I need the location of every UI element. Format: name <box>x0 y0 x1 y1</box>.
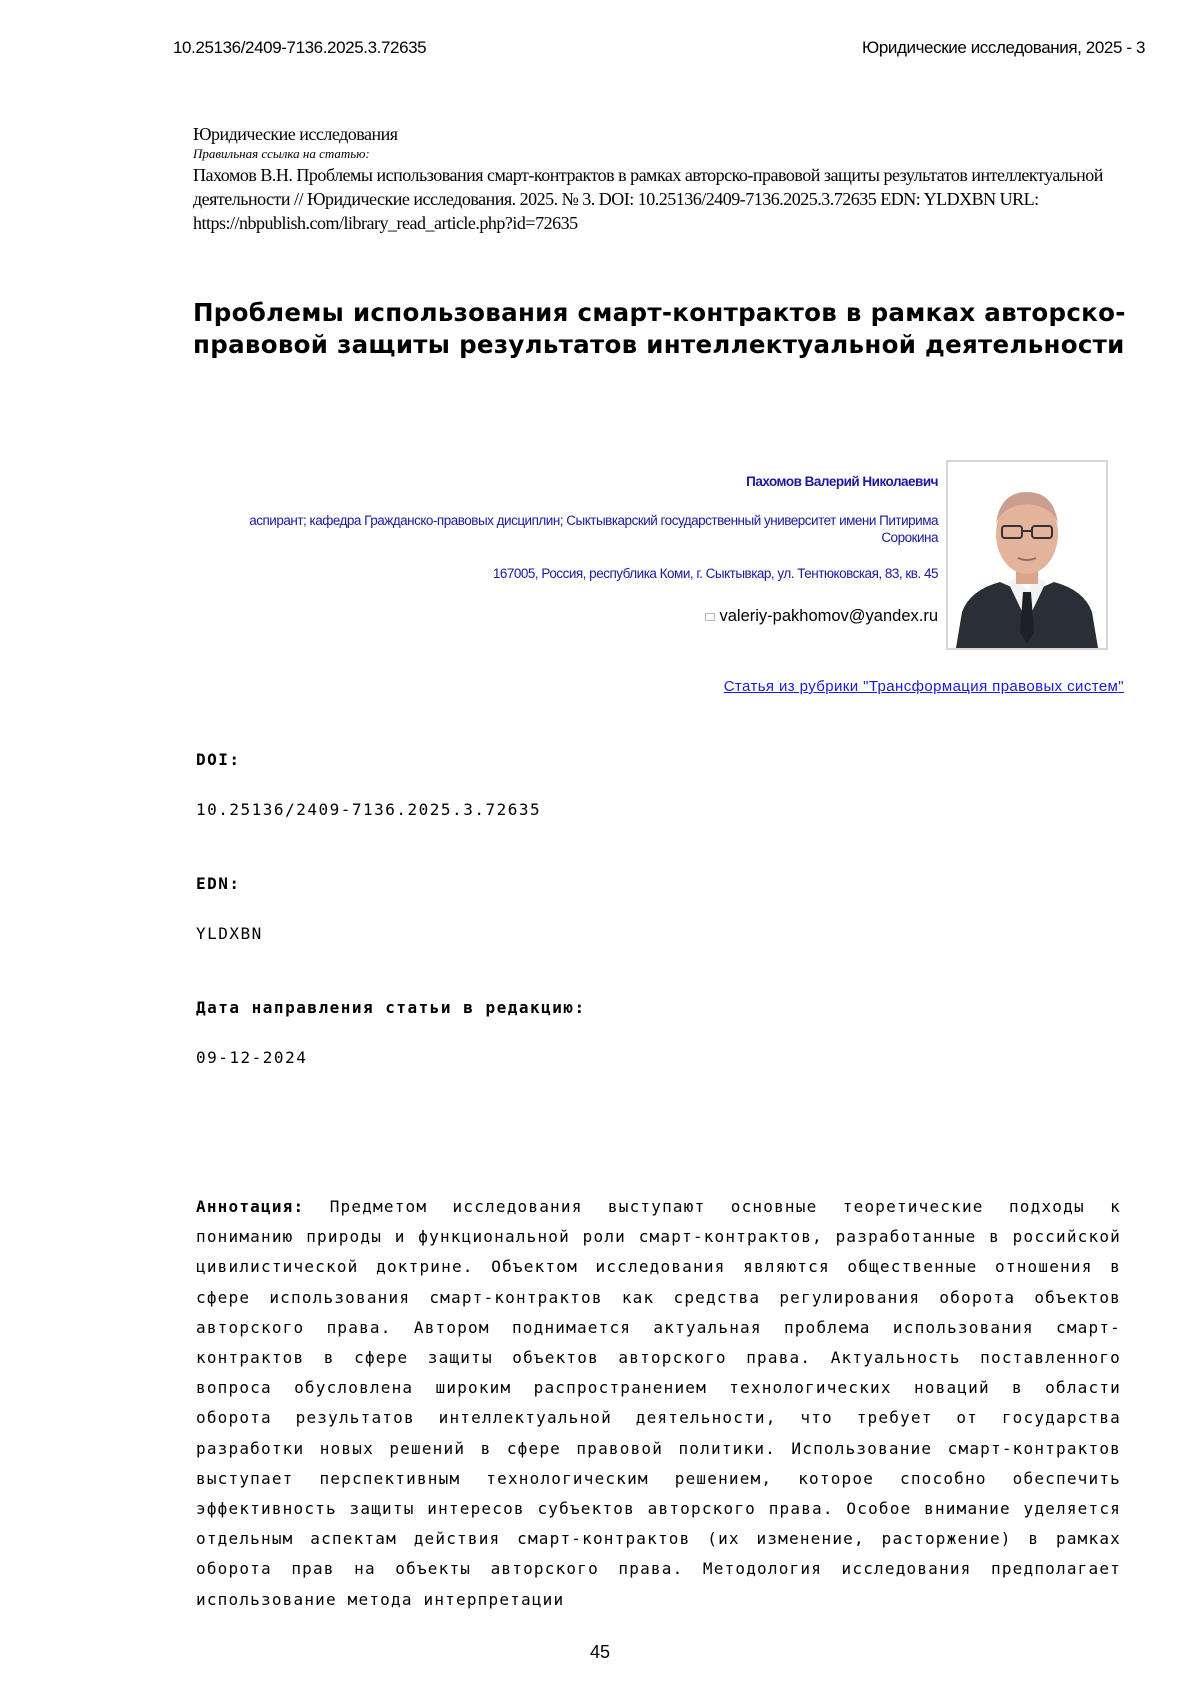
running-header-doi: 10.25136/2409-7136.2025.3.72635 <box>173 38 427 57</box>
rubric-link[interactable]: Статья из рубрики "Трансформация правовых систем" <box>723 678 1124 695</box>
doi-value: 10.25136/2409-7136.2025.3.72635 <box>196 800 542 819</box>
author-photo <box>946 460 1108 650</box>
author-email-row <box>705 607 938 626</box>
abstract-text: Предметом исследования выступают основные теоретические подходы к пониманию природы и функциональной роли смарт-контрактов, разработанные в российской цивилистической доктрине. Объектом исследования являются общественные отношения в сфере использования смарт-контрактов как средства регулирования оборота объектов авторского права. Автором поднимается актуальная проблема использования смарт-контрактов в сфере защиты объектов авторского права. Актуальность поставленного вопроса обусловлена широким распространением технологических новаций в области оборота результатов интеллектуальной деятельности, что требует от государства разработки новых решений в сфере правовой политики. Использование смарт-контрактов выступает перспективным технологическим решением, которое способно обеспечить эффективность защиты интересов субъектов авторского права. Особое внимание уделяется отдельным аспектам действия смарт-контрактов (их изменение, расторжение) в рамках оборота прав на объекты авторского права. Методология исследования предполагает использование метода интерпретации <box>196 1197 1121 1609</box>
citation-label: Правильная ссылка на статью: <box>193 146 370 161</box>
citation-journal: Юридические исследования <box>193 124 398 144</box>
running-header-journal: Юридические исследования, 2025 - 3 <box>862 38 1145 57</box>
author-affiliation: аспирант; кафедра Гражданско-правовых дисциплин; Сыктывкарский государственный университет имени Питирима Сорокина <box>249 513 938 545</box>
edn-label: EDN: <box>196 874 241 893</box>
author-portrait-image <box>948 462 1106 648</box>
submission-date-value: 09-12-2024 <box>196 1048 308 1067</box>
email-icon <box>705 613 715 621</box>
edn-value: YLDXBN <box>196 924 263 943</box>
submission-date-label: Дата направления статьи в редакцию: <box>196 998 586 1017</box>
citation-block <box>193 124 1113 235</box>
author-email[interactable]: valeriy-pakhomov@yandex.ru <box>719 607 938 625</box>
page-number: 45 <box>589 1642 611 1662</box>
article-title: Проблемы использования смарт-контрактов в рамках авторско-правовой защиты результатов интеллектуальной деятельности <box>193 298 1126 359</box>
author-name: Пахомов Валерий Николаевич <box>746 474 938 489</box>
abstract <box>196 1192 1121 1615</box>
doi-label: DOI: <box>196 750 241 769</box>
author-address: 167005, Россия, республика Коми, г. Сыктывкар, ул. Тентюковская, 83, кв. 45 <box>492 566 938 581</box>
citation-text: Пахомов В.Н. Проблемы использования смарт-контрактов в рамках авторско-правовой защиты результатов интеллектуальной деятельности // Юридические исследования. 2025. № 3. DOI: 10.25136/2409-7136.2025.3.72635 EDN: YLDXBN URL: https://nbpublish.com/library_read_article.php?id=72635 <box>193 165 1103 233</box>
abstract-label: Аннотация: <box>196 1197 305 1216</box>
